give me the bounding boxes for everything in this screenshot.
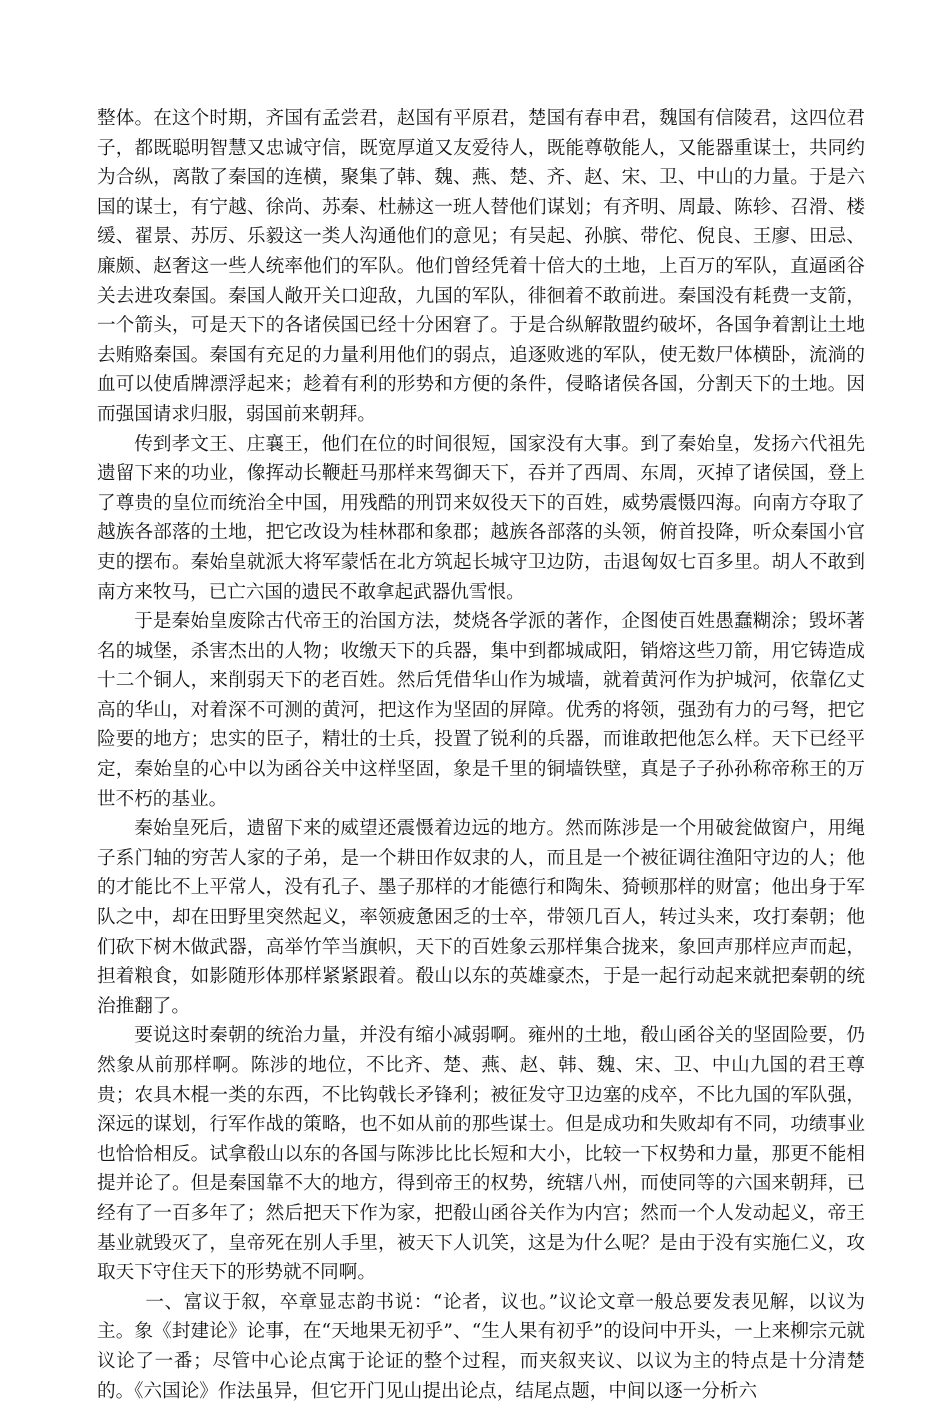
paragraph-2: 传到孝文王、庄襄王，他们在位的时间很短，国家没有大事。到了秦始皇，发扬六代祖先遗留下来的功业，像挥动长鞭赶马那样来驾御天下，吞并了西周、东周，灭掉了诸侯国，登上了尊贵的皇位而统治全中国，用残酷的刑罚来奴役天下的百姓，威势震慑四海。向南方夺取了越族各部落的土地，把它改设为桂林郡和象郡；越族各部落的头领，俯首投降，听众秦国小官吏的摆布。秦始皇就派大将军蒙恬在北方筑起长城守卫边防，击退匈奴七百多里。胡人不敢到南方来牧马，已亡六国的遗民不敢拿起武器仇雪恨。 <box>97 433 865 603</box>
paragraph-5: 要说这时秦朝的统治力量，并没有缩小减弱啊。雍州的土地，殽山函谷关的坚固险要，仍然象从前那样啊。陈涉的地位，不比齐、楚、燕、赵、韩、魏、宋、卫、中山九国的君王尊贵；农具木棍一类的东西，不比钩戟长矛锋利；被征发守卫边塞的戍卒，不比九国的军队强，深远的谋划，行军作战的策略，也不如从前的那些谋士。但是成功和失败却有不同，功绩事业也恰恰相反。试拿殽山以东的各国与陈涉比比长短和大小，比较一下权势和力量，那更不能相提并论了。但是秦国靠不大的地方，得到帝王的权势，统辖八州，而使同等的六国来朝拜，已经有了一百多年了；然后把天下作为家，把殽山函谷关作为内宫；然而一个人发动起义，帝王基业就毁灭了，皇帝死在别人手里，被天下人讥笑，这是为什么呢？是由于没有实施仁义，攻取天下守住天下的形势就不同啊。 <box>97 1025 865 1284</box>
document-page <box>97 104 865 1406</box>
paragraph-3: 于是秦始皇废除古代帝王的治国方法，焚烧各学派的著作，企图使百姓愚蠢糊涂；毁坏著名的城堡，杀害杰出的人物；收缴天下的兵器，集中到都城咸阳，销熔这些刀箭，用它铸造成十二个铜人，来削弱天下的老百姓。然后凭借华山作为城墙，就着黄河作为护城河，依靠亿丈高的华山，对着深不可测的黄河，把这作为坚固的屏障。优秀的将领，强劲有力的弓弩，把它险要的地方；忠实的臣子，精壮的士兵，投置了锐利的兵器，而谁敢把他怎么样。天下已经平定，秦始皇的心中以为函谷关中这样坚固，象是千里的铜墙铁壁，真是子子孙孙称帝称王的万世不朽的基业。 <box>97 611 865 810</box>
paragraph-4: 秦始皇死后，遗留下来的威望还震慑着边远的地方。然而陈涉是一个用破瓮做窗户，用绳子系门轴的穷苦人家的子弟，是一个耕田作奴隶的人，而且是一个被征调往渔阳守边的人；他的才能比不上平常人，没有孔子、墨子那样的才能德行和陶朱、猗顿那样的财富；他出身于军队之中，却在田野里突然起义，率领疲惫困乏的士卒，带领几百人，转过头来，攻打秦朝；他们砍下树木做武器，高举竹竿当旗帜，天下的百姓象云那样集合拢来，象回声那样应声而起，担着粮食，如影随形体那样紧紧跟着。殽山以东的英雄豪杰，于是一起行动起来就把秦朝的统治推翻了。 <box>97 818 865 1017</box>
paragraph-6: 一、富议于叙，卒章显志韵书说：“论者，议也。”议论文章一般总要发表见解，以议为主。象《封建论》论事，在“天地果无初乎”、“生人果有初乎”的设问中开头，一上来柳宗元就议论了一番；尽管中心论点寓于论证的整个过程，而夹叙夹议、以议为主的特点是十分清楚的。《六国论》作法虽异，但它开门见山提出论点，结尾点题，中间以逐一分析六 <box>97 1291 865 1402</box>
paragraph-1: 整体。在这个时期，齐国有孟尝君，赵国有平原君，楚国有春申君，魏国有信陵君，这四位君子，都既聪明智慧又忠诚守信，既宽厚道又友爱待人，既能尊敬能人，又能器重谋士，共同约为合纵，离散了秦国的连横，聚集了韩、魏、燕、楚、齐、赵、宋、卫、中山的力量。于是六国的谋士，有宁越、徐尚、苏秦、杜赫这一班人替他们谋划；有齐明、周最、陈轸、召滑、楼缓、翟景、苏厉、乐毅这一类人沟通他们的意见；有吴起、孙膑、带佗、倪良、王廖、田忌、廉颇、赵奢这一些人统率他们的军队。他们曾经凭着十倍大的土地，上百万的军队，直逼函谷关去进攻秦国。秦国人敞开关口迎敌，九国的军队，徘徊着不敢前进。秦国没有耗费一支箭，一个箭头，可是天下的各诸侯国已经十分困窘了。于是合纵解散盟约破坏，各国争着割让土地去贿赂秦国。秦国有充足的力量利用他们的弱点，追逐败逃的军队，使无数尸体横卧，流淌的血可以使盾牌漂浮起来；趁着有利的形势和方便的条件，侵略诸侯各国，分割天下的土地。因而强国请求归服，弱国前来朝拜。 <box>97 108 865 425</box>
